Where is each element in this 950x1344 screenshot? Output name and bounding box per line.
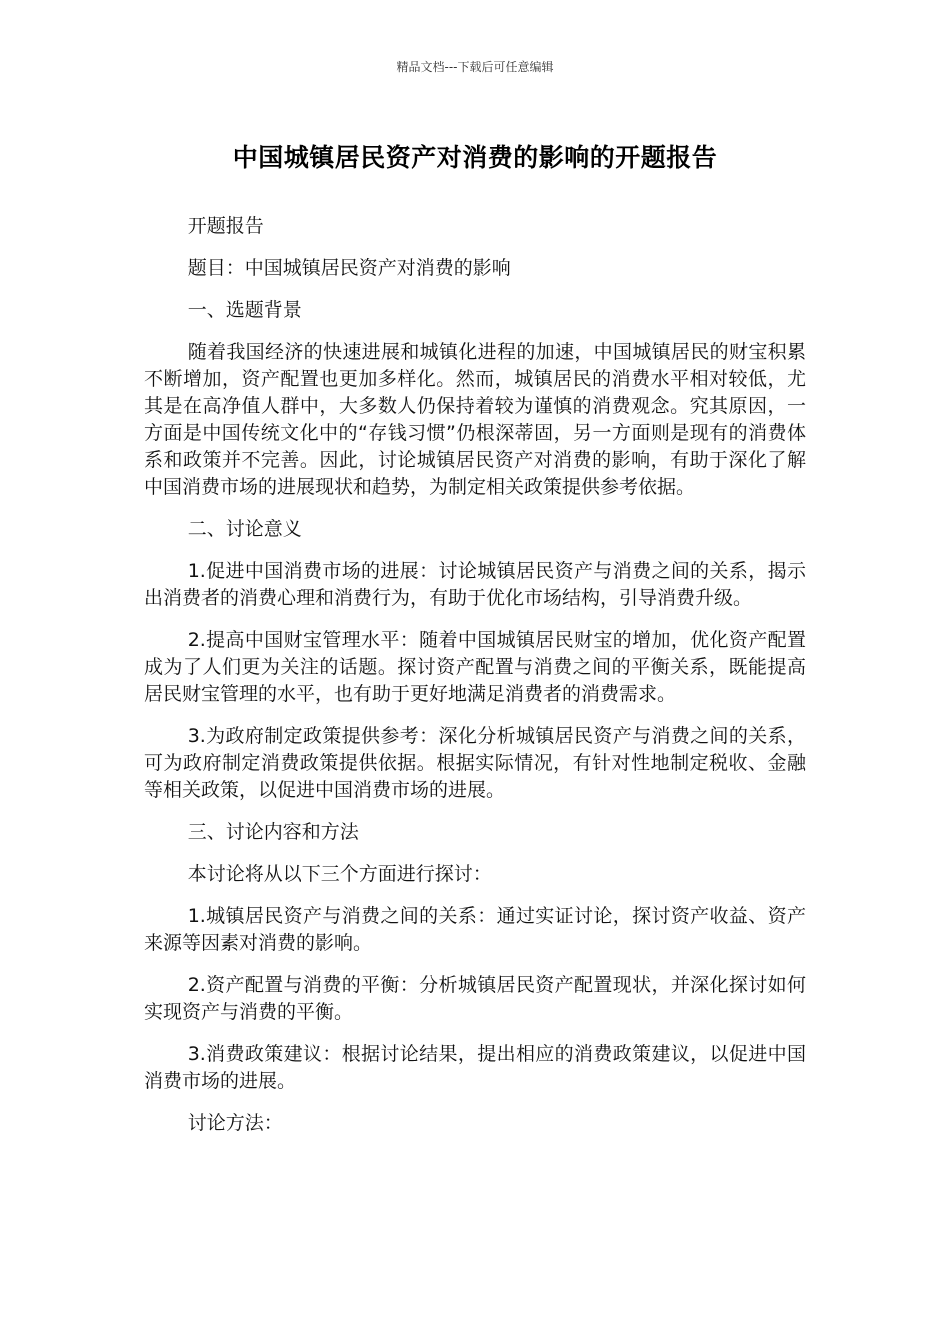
paragraph-background: 随着我国经济的快速进展和城镇化进程的加速，中国城镇居民的财宝积累不断增加，资产配置也更加多样化。然而，城镇居民的消费水平相对较低，尤其是在高净值人群中，大多数人仍保持着较为谨慎的消费观念。究其原因，一方面是中国传统文化中的“存钱习惯”仍根深蒂固，另一方面则是现有的消费体系和政策并不完善。因此，讨论城镇居民资产对消费的影响，有助于深化了解中国消费市场的进展现状和趋势，为制定相关政策提供参考依据。 [144,341,806,498]
paragraph-significance-1: 1.促进中国消费市场的进展：讨论城镇居民资产与消费之间的关系，揭示出消费者的消费心理和消费行为，有助于优化市场结构，引导消费升级。 [144,560,806,609]
header-note: 精品文档---下载后可任意编辑 [396,60,554,74]
section-heading-significance: 二、讨论意义 [187,518,302,540]
paragraph-intro-aspects: 本讨论将从以下三个方面进行探讨： [187,863,492,885]
section-label: 开题报告 [187,215,264,237]
topic-line: 题目：中国城镇居民资产对消费的影响 [187,257,511,279]
paragraph-significance-3: 3.为政府制定政策提供参考：深化分析城镇居民资产与消费之间的关系，可为政府制定消费政策提供依据。根据实际情况，有针对性地制定税收、金融等相关政策，以促进中国消费市场的进展。 [144,725,806,801]
paragraph-significance-2: 2.提高中国财宝管理水平：随着中国城镇居民财宝的增加，优化资产配置成为了人们更为关注的话题。探讨资产配置与消费之间的平衡关系，既能提高居民财宝管理的水平，也有助于更好地满足消费者的消费需求。 [144,629,806,705]
section-heading-content-methods: 三、讨论内容和方法 [187,821,359,843]
paragraph-aspect-2: 2.资产配置与消费的平衡：分析城镇居民资产配置现状，并深化探讨如何实现资产与消费的平衡。 [144,974,806,1023]
document-title: 中国城镇居民资产对消费的影响的开题报告 [232,143,718,172]
section-heading-background: 一、选题背景 [187,299,302,321]
paragraph-aspect-3: 3.消费政策建议：根据讨论结果，提出相应的消费政策建议，以促进中国消费市场的进展。 [144,1043,806,1092]
paragraph-methods-label: 讨论方法： [187,1112,283,1134]
paragraph-aspect-1: 1.城镇居民资产与消费之间的关系：通过实证讨论，探讨资产收益、资产来源等因素对消费的影响。 [144,905,806,954]
document-body [144,213,806,1152]
